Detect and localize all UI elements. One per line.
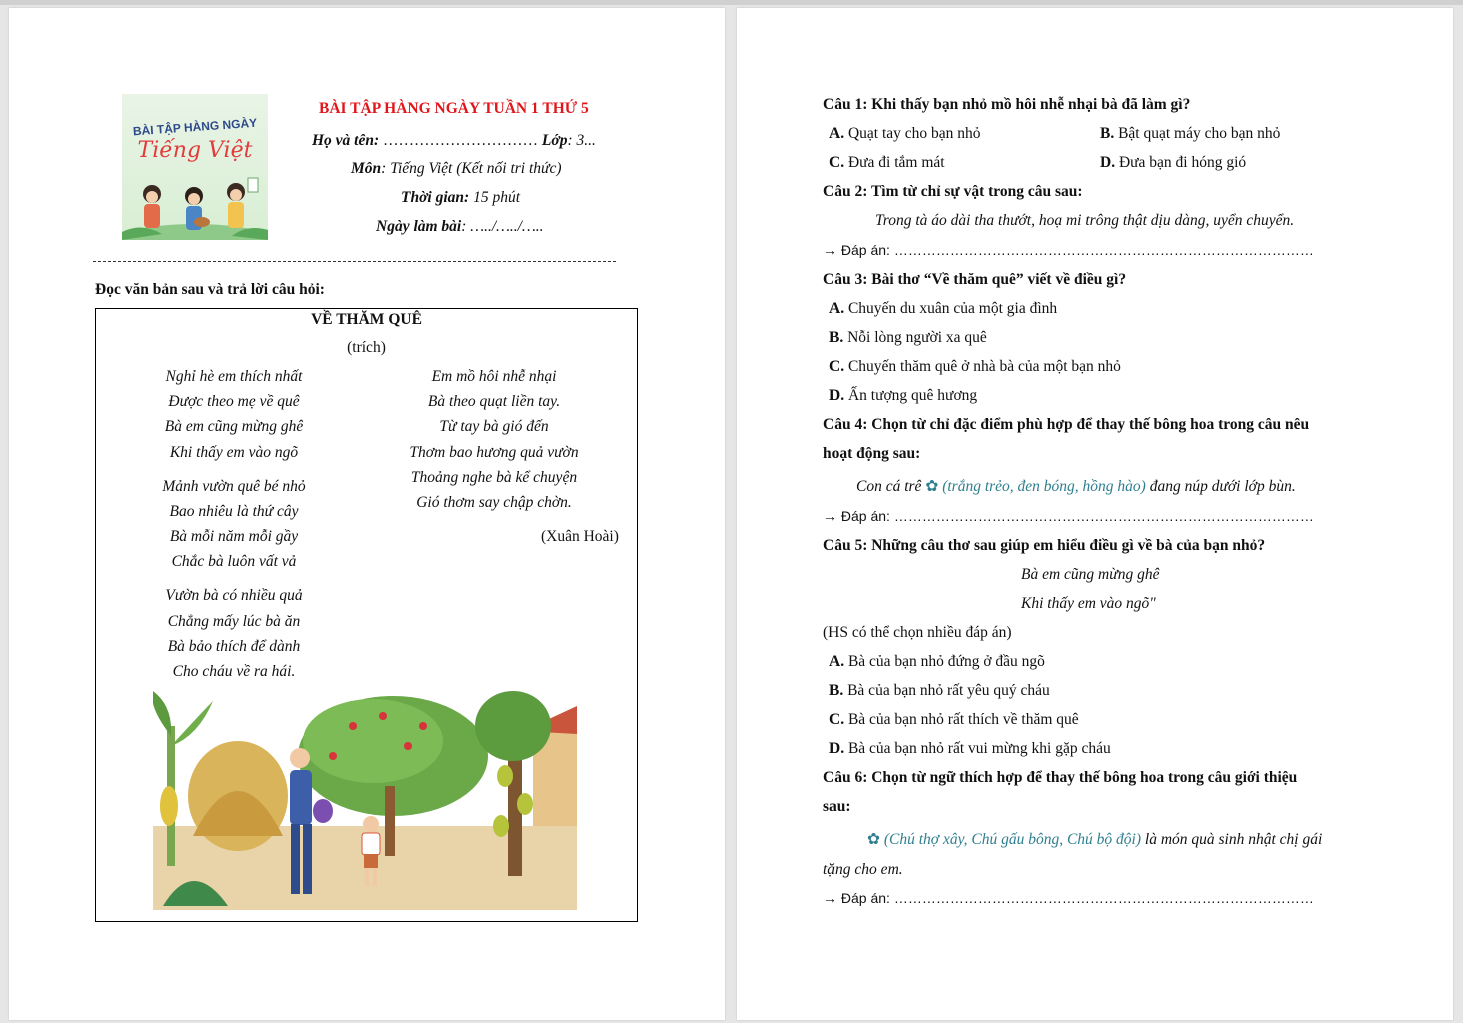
q1-option-a[interactable] xyxy=(829,125,981,143)
q5-option-d[interactable] xyxy=(829,740,1111,758)
q4-sentence xyxy=(856,477,1296,496)
question-3: Câu 3: Bài thơ “Về thăm quê” viết về điều gì? xyxy=(823,271,1127,288)
question-2: Câu 2: Tìm từ chỉ sự vật trong câu sau: xyxy=(823,183,1083,200)
option-letter: A. xyxy=(829,653,845,670)
option-text: Chuyến thăm quê ở nhà bà của một bạn nhỏ xyxy=(844,358,1121,375)
option-letter: A. xyxy=(829,300,845,317)
q2-sentence: Trong tà áo dài tha thướt, hoạ mi trông thật dịu dàng, uyển chuyển. xyxy=(875,212,1295,229)
poem-line: Thoảng nghe bà kể chuyện xyxy=(410,469,578,486)
poem-line: Bà bảo thích để dành xyxy=(167,638,301,655)
option-letter: A. xyxy=(829,125,845,142)
children-illustration-icon xyxy=(122,172,268,240)
name-blank[interactable]: ………………………… xyxy=(383,132,539,149)
q6-choices: (Chú thợ xây, Chú gấu bông, Chú bộ đội) xyxy=(880,831,1142,848)
date-line xyxy=(376,218,544,236)
poem-line: Em mồ hôi nhễ nhại xyxy=(431,368,557,385)
answer-label: → Đáp án: xyxy=(823,242,890,258)
poem-line: Vườn bà có nhiều quả xyxy=(165,587,303,604)
poem-line: Được theo mẹ về quê xyxy=(168,393,300,410)
option-text: Chuyến du xuân của một gia đình xyxy=(844,300,1058,317)
q5-option-b[interactable] xyxy=(829,682,1050,700)
option-text: Nỗi lòng người xa quê xyxy=(843,329,987,346)
name-label: Họ và tên: xyxy=(312,132,380,149)
time-line xyxy=(401,189,520,207)
q5-note: (HS có thể chọn nhiều đáp án) xyxy=(823,624,1012,641)
subject-label: Môn xyxy=(351,160,382,177)
option-text: Bà của bạn nhỏ rất vui mừng khi gặp cháu xyxy=(844,740,1111,757)
answer-label: → Đáp án: xyxy=(823,890,890,906)
q4-sentence-end: đang núp dưới lớp bùn. xyxy=(1145,478,1296,495)
option-text: Đưa đi tắm mát xyxy=(844,154,945,171)
q1-option-d[interactable] xyxy=(1100,154,1246,172)
option-letter: C. xyxy=(829,358,845,375)
option-text: Ấn tượng quê hương xyxy=(844,387,978,404)
option-letter: D. xyxy=(829,740,845,757)
poem-line: Chẳng mấy lúc bà ăn xyxy=(167,613,301,630)
flower-icon: ✿ xyxy=(925,478,939,495)
q4-choices: (trắng trẻo, đen bóng, hồng hào) xyxy=(938,478,1146,495)
q4-answer-line[interactable] xyxy=(823,508,1314,524)
poem-line: Khi thấy em vào ngõ xyxy=(169,444,299,461)
q5-option-a[interactable] xyxy=(829,653,1045,671)
flower-icon: ✿ xyxy=(867,831,880,848)
option-text: Bà của bạn nhỏ rất yêu quý cháu xyxy=(843,682,1050,699)
question-4-line2: hoạt động sau: xyxy=(823,445,921,462)
question-6-line1: Câu 6: Chọn từ ngữ thích hợp để thay thế bông hoa trong câu giới thiệu xyxy=(823,769,1298,786)
question-4-line1: Câu 4: Chọn từ chỉ đặc điểm phù hợp để thay thế bông hoa trong câu nêu xyxy=(823,416,1310,433)
q2-answer-line[interactable] xyxy=(823,242,1314,258)
document-page-left xyxy=(9,8,725,1020)
q3-option-a[interactable] xyxy=(829,300,1057,318)
window-top-border xyxy=(0,0,1463,5)
q3-option-c[interactable] xyxy=(829,358,1121,376)
poem-line: Bà em cũng mừng ghê xyxy=(164,418,304,435)
logo-top-text: BÀI TẬP HÀNG NGÀY xyxy=(132,115,258,139)
question-6-line2: sau: xyxy=(823,798,851,815)
poem-box xyxy=(95,308,638,922)
answer-blank[interactable]: ……………………………………………………………………………… xyxy=(893,890,1314,906)
q1-option-c[interactable] xyxy=(829,154,945,172)
poem-line: Bao nhiêu là thứ cây xyxy=(169,503,299,520)
question-5: Câu 5: Những câu thơ sau giúp em hiểu điều gì về bà của bạn nhỏ? xyxy=(823,537,1266,554)
poem-author: (Xuân Hoài) xyxy=(541,528,619,545)
poem-subtitle: (trích) xyxy=(347,339,386,356)
header-divider xyxy=(93,261,616,262)
q3-option-d[interactable] xyxy=(829,387,977,405)
worksheet-title: BÀI TẬP HÀNG NGÀY TUẦN 1 THỨ 5 xyxy=(319,100,589,117)
worksheet-logo xyxy=(122,94,268,240)
q4-sentence-start: Con cá trê xyxy=(856,478,926,495)
date-label: Ngày làm bài xyxy=(376,218,462,235)
option-text: Bà của bạn nhỏ rất thích về thăm quê xyxy=(844,711,1079,728)
q6-sentence-line2: tặng cho em. xyxy=(823,861,903,878)
time-value: 15 phút xyxy=(469,189,520,206)
poem-line: Thơm bao hương quả vườn xyxy=(409,444,579,461)
option-text: Đưa bạn đi hóng gió xyxy=(1115,154,1247,171)
question-1: Câu 1: Khi thấy bạn nhỏ mồ hôi nhễ nhại bà đã làm gì? xyxy=(823,96,1191,113)
date-value[interactable]: : …../…../….. xyxy=(461,218,544,235)
poem-line: Mảnh vườn quê bé nhỏ xyxy=(162,478,306,495)
time-label: Thời gian: xyxy=(401,189,470,206)
subject-line xyxy=(351,160,562,178)
subject-value: : Tiếng Việt (Kết nối tri thức) xyxy=(381,160,562,177)
option-letter: D. xyxy=(829,387,845,404)
q6-answer-line[interactable] xyxy=(823,890,1314,906)
option-letter: B. xyxy=(829,682,844,699)
q6-sentence-end: là món quà sinh nhật chị gái xyxy=(1141,831,1323,848)
answer-label: → Đáp án: xyxy=(823,508,890,524)
poem-line: Bà theo quạt liền tay. xyxy=(427,393,561,410)
logo-main-text: Tiếng Việt xyxy=(137,138,253,163)
countryside-illustration-icon xyxy=(153,686,577,910)
option-text: Quạt tay cho bạn nhỏ xyxy=(844,125,981,142)
class-label: Lớp xyxy=(541,132,568,149)
poem-line: Bà mỗi năm mỗi gầy xyxy=(169,528,299,545)
poem-line: Chắc bà luôn vất vả xyxy=(171,553,297,570)
option-text: Bà của bạn nhỏ đứng ở đầu ngõ xyxy=(844,653,1045,670)
q3-option-b[interactable] xyxy=(829,329,987,347)
q5-option-c[interactable] xyxy=(829,711,1079,729)
option-letter: D. xyxy=(1100,154,1116,171)
q5-verse-2: Khi thấy em vào ngõ" xyxy=(1021,595,1156,612)
poem-line: Từ tay bà gió đến xyxy=(439,418,549,435)
q1-option-b[interactable] xyxy=(1100,125,1280,143)
document-page-right xyxy=(737,8,1453,1020)
answer-blank[interactable]: ……………………………………………………………………………… xyxy=(893,242,1314,258)
name-line xyxy=(312,132,596,150)
reading-instruction: Đọc văn bản sau và trả lời câu hỏi: xyxy=(95,281,325,298)
option-letter: B. xyxy=(1100,125,1115,142)
answer-blank[interactable]: ……………………………………………………………………………… xyxy=(893,508,1314,524)
class-value: : 3... xyxy=(567,132,596,149)
q6-sentence xyxy=(867,830,1322,849)
q5-verse-1: Bà em cũng mừng ghê xyxy=(1021,566,1160,583)
option-letter: C. xyxy=(829,711,845,728)
option-letter: B. xyxy=(829,329,844,346)
option-letter: C. xyxy=(829,154,845,171)
poem-title: VỀ THĂM QUÊ xyxy=(311,311,422,328)
poem-line: Gió thơm say chập chờn. xyxy=(416,494,572,511)
poem-line: Cho cháu về ra hái. xyxy=(172,663,296,680)
poem-line: Nghỉ hè em thích nhất xyxy=(165,368,303,385)
option-text: Bật quạt máy cho bạn nhỏ xyxy=(1114,125,1281,142)
